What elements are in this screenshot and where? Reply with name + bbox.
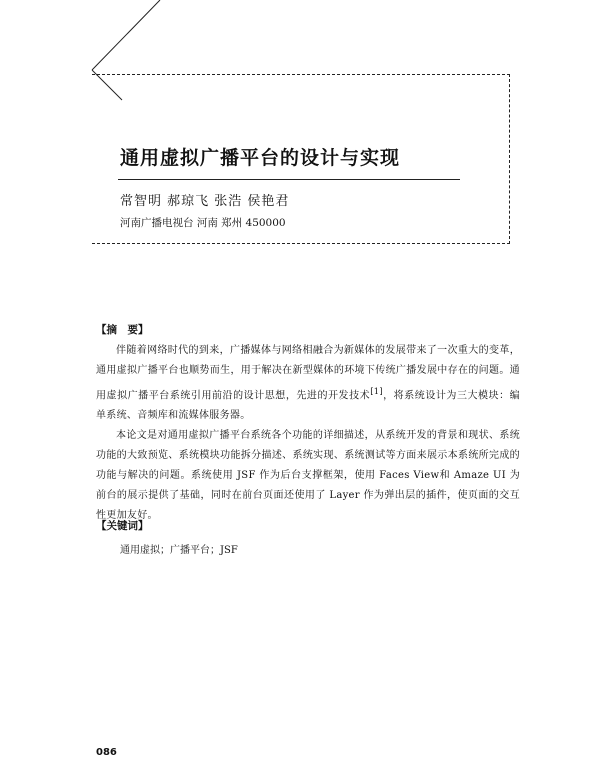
abstract-paragraph-1-ending: ，将系统设计为三大模块：编单系统、音频库和流媒体服务器。 xyxy=(96,390,520,422)
paper-title: 通用虚拟广播平台的设计与实现 xyxy=(120,147,401,169)
abstract-heading: 【摘 要】 xyxy=(96,324,149,336)
author-list: 常智明 郝琼飞 张浩 侯艳君 xyxy=(120,194,290,209)
abstract-paragraph-1-text: 伴随着网络时代的到来，广播媒体与网络相融合为新媒体的发展带来了一次重大的变革，通用虚拟广播平台也顺势而生，用于解决在新型媒体的环境下传统广播发展中存在的问题。通用虚拟广播平台系统引用前沿的设计思想，先进的开发技术 xyxy=(96,345,520,402)
citation-marker: [1] xyxy=(370,386,383,396)
abstract-paragraph-1 xyxy=(96,341,520,426)
abstract-paragraph-2: 本论文是对通用虚拟广播平台系统各个功能的详细描述，从系统开发的背景和现状、系统功能的大致预览、系统模块功能拆分描述、系统实现、系统测试等方面来展示本系统所完成的功能与解决的问题。系统使用 JSF 作为后台支撑框架，使用 Faces View和 Amaze UI 为前台的展示提供了基础，同时在前台页面还使用了 Layer 作为弹出层的插件，使页面的交互性更加友好。 xyxy=(96,430,520,522)
title-underline xyxy=(118,179,460,180)
keywords-list: 通用虚拟；广播平台；JSF xyxy=(120,545,238,556)
author-affiliation: 河南广播电视台 河南 郑州 450000 xyxy=(120,217,286,229)
keywords-heading: 【关键词】 xyxy=(96,520,149,532)
page-number: 086 xyxy=(96,747,117,758)
abstract-body xyxy=(96,341,520,526)
